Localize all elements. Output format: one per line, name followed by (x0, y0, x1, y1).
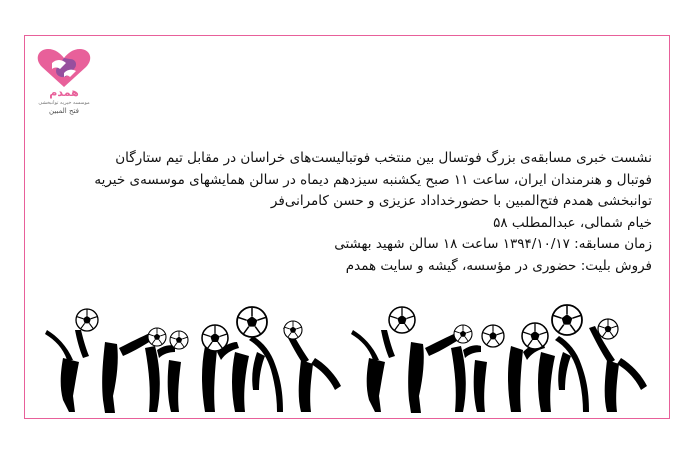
announcement-line-5: زمان مسابقه: ۱۳۹۴/۱۰/۱۷ ساعت ۱۸ سالن شهید بهشتی (334, 236, 652, 252)
logo-title: همدم (49, 86, 79, 99)
football-players-silhouette-illustration (45, 300, 655, 415)
announcement-line-3: توانبخشی همدم فتح‌المبین با حضورخداداد عزیزی و حسن کامرانی‌فر (270, 193, 652, 209)
announcement-text (48, 148, 652, 277)
announcement-line-6: فروش بلیت: حضوری در مؤسسه، گیشه و سایت همدم (345, 257, 652, 274)
announcement-line-1: نشست خبری مسابقه‌ی بزرگ فوتسال بین منتخب فوتبالیست‌های خراسان در مقابل تیم ستارگان (115, 150, 652, 166)
heart-logo-icon (34, 47, 94, 89)
logo-subtitle: موسسه خیریه توانبخشی (38, 100, 90, 106)
announcement-line-2: فوتبال و هنرمندان ایران، ساعت ۱۱ صبح یکشنبه سیزدهم دیماه در سالن همایشهای موسسه‌ی خیریه (94, 171, 652, 188)
hamdam-logo (34, 47, 94, 123)
logo-subtitle-2: فتح المبین (49, 107, 79, 115)
football-balls (76, 305, 618, 351)
announcement-line-4: خیام شمالی، عبدالمطلب ۵۸ (493, 214, 652, 231)
silhouette-group-1 (45, 326, 341, 413)
